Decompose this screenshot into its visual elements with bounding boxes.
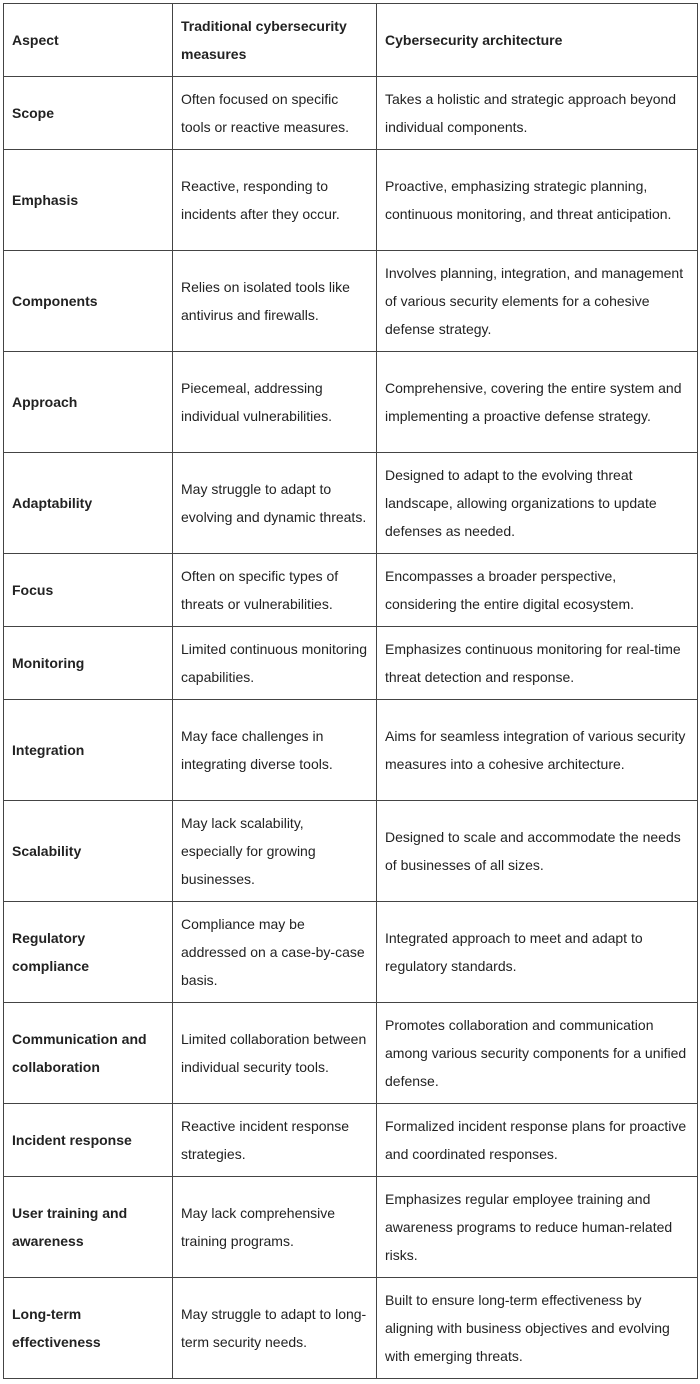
architecture-cell: Emphasizes continuous monitoring for real-time threat detection and response. xyxy=(377,627,698,700)
traditional-cell: May struggle to adapt to long-term security needs. xyxy=(173,1278,377,1379)
table-row xyxy=(4,1003,698,1104)
traditional-cell: Often focused on specific tools or reactive measures. xyxy=(173,77,377,150)
table-header-row xyxy=(4,4,698,77)
architecture-cell: Emphasizes regular employee training and awareness programs to reduce human-related risks. xyxy=(377,1177,698,1278)
header-aspect: Aspect xyxy=(4,4,173,77)
table-row xyxy=(4,251,698,352)
traditional-cell: Limited continuous monitoring capabilities. xyxy=(173,627,377,700)
architecture-cell: Formalized incident response plans for proactive and coordinated responses. xyxy=(377,1104,698,1177)
traditional-cell: Piecemeal, addressing individual vulnerabilities. xyxy=(173,352,377,453)
aspect-cell: Regulatory compliance xyxy=(4,902,173,1003)
aspect-cell: Adaptability xyxy=(4,453,173,554)
aspect-cell: Integration xyxy=(4,700,173,801)
table-row xyxy=(4,1104,698,1177)
architecture-cell: Promotes collaboration and communication among various security components for a unified defense. xyxy=(377,1003,698,1104)
table-row xyxy=(4,801,698,902)
aspect-cell: Focus xyxy=(4,554,173,627)
architecture-cell: Comprehensive, covering the entire system and implementing a proactive defense strategy. xyxy=(377,352,698,453)
table-row xyxy=(4,453,698,554)
aspect-cell: Approach xyxy=(4,352,173,453)
table-row xyxy=(4,902,698,1003)
architecture-cell: Aims for seamless integration of various security measures into a cohesive architecture. xyxy=(377,700,698,801)
architecture-cell: Designed to adapt to the evolving threat landscape, allowing organizations to update defenses as needed. xyxy=(377,453,698,554)
architecture-cell: Proactive, emphasizing strategic planning, continuous monitoring, and threat anticipation. xyxy=(377,150,698,251)
traditional-cell: May lack scalability, especially for growing businesses. xyxy=(173,801,377,902)
aspect-cell: Scope xyxy=(4,77,173,150)
aspect-cell: Components xyxy=(4,251,173,352)
header-traditional: Traditional cybersecurity measures xyxy=(173,4,377,77)
architecture-cell: Designed to scale and accommodate the needs of businesses of all sizes. xyxy=(377,801,698,902)
traditional-cell: Relies on isolated tools like antivirus and firewalls. xyxy=(173,251,377,352)
aspect-cell: Scalability xyxy=(4,801,173,902)
table-row xyxy=(4,77,698,150)
traditional-cell: May struggle to adapt to evolving and dynamic threats. xyxy=(173,453,377,554)
aspect-cell: Emphasis xyxy=(4,150,173,251)
traditional-cell: Reactive, responding to incidents after they occur. xyxy=(173,150,377,251)
traditional-cell: May face challenges in integrating diverse tools. xyxy=(173,700,377,801)
table-row xyxy=(4,700,698,801)
traditional-cell: May lack comprehensive training programs. xyxy=(173,1177,377,1278)
table-row xyxy=(4,1278,698,1379)
architecture-cell: Integrated approach to meet and adapt to regulatory standards. xyxy=(377,902,698,1003)
table-row xyxy=(4,554,698,627)
header-architecture: Cybersecurity architecture xyxy=(377,4,698,77)
traditional-cell: Often on specific types of threats or vulnerabilities. xyxy=(173,554,377,627)
architecture-cell: Involves planning, integration, and management of various security elements for a cohesive defense strategy. xyxy=(377,251,698,352)
architecture-cell: Built to ensure long-term effectiveness by aligning with business objectives and evolving with emerging threats. xyxy=(377,1278,698,1379)
traditional-cell: Reactive incident response strategies. xyxy=(173,1104,377,1177)
table-row xyxy=(4,627,698,700)
aspect-cell: Incident response xyxy=(4,1104,173,1177)
architecture-cell: Encompasses a broader perspective, considering the entire digital ecosystem. xyxy=(377,554,698,627)
aspect-cell: Monitoring xyxy=(4,627,173,700)
traditional-cell: Limited collaboration between individual security tools. xyxy=(173,1003,377,1104)
architecture-cell: Takes a holistic and strategic approach beyond individual components. xyxy=(377,77,698,150)
traditional-cell: Compliance may be addressed on a case-by-case basis. xyxy=(173,902,377,1003)
table-row xyxy=(4,1177,698,1278)
table-row xyxy=(4,352,698,453)
table-row xyxy=(4,150,698,251)
comparison-table xyxy=(3,3,698,1379)
aspect-cell: Communication and collaboration xyxy=(4,1003,173,1104)
aspect-cell: Long-term effectiveness xyxy=(4,1278,173,1379)
aspect-cell: User training and awareness xyxy=(4,1177,173,1278)
